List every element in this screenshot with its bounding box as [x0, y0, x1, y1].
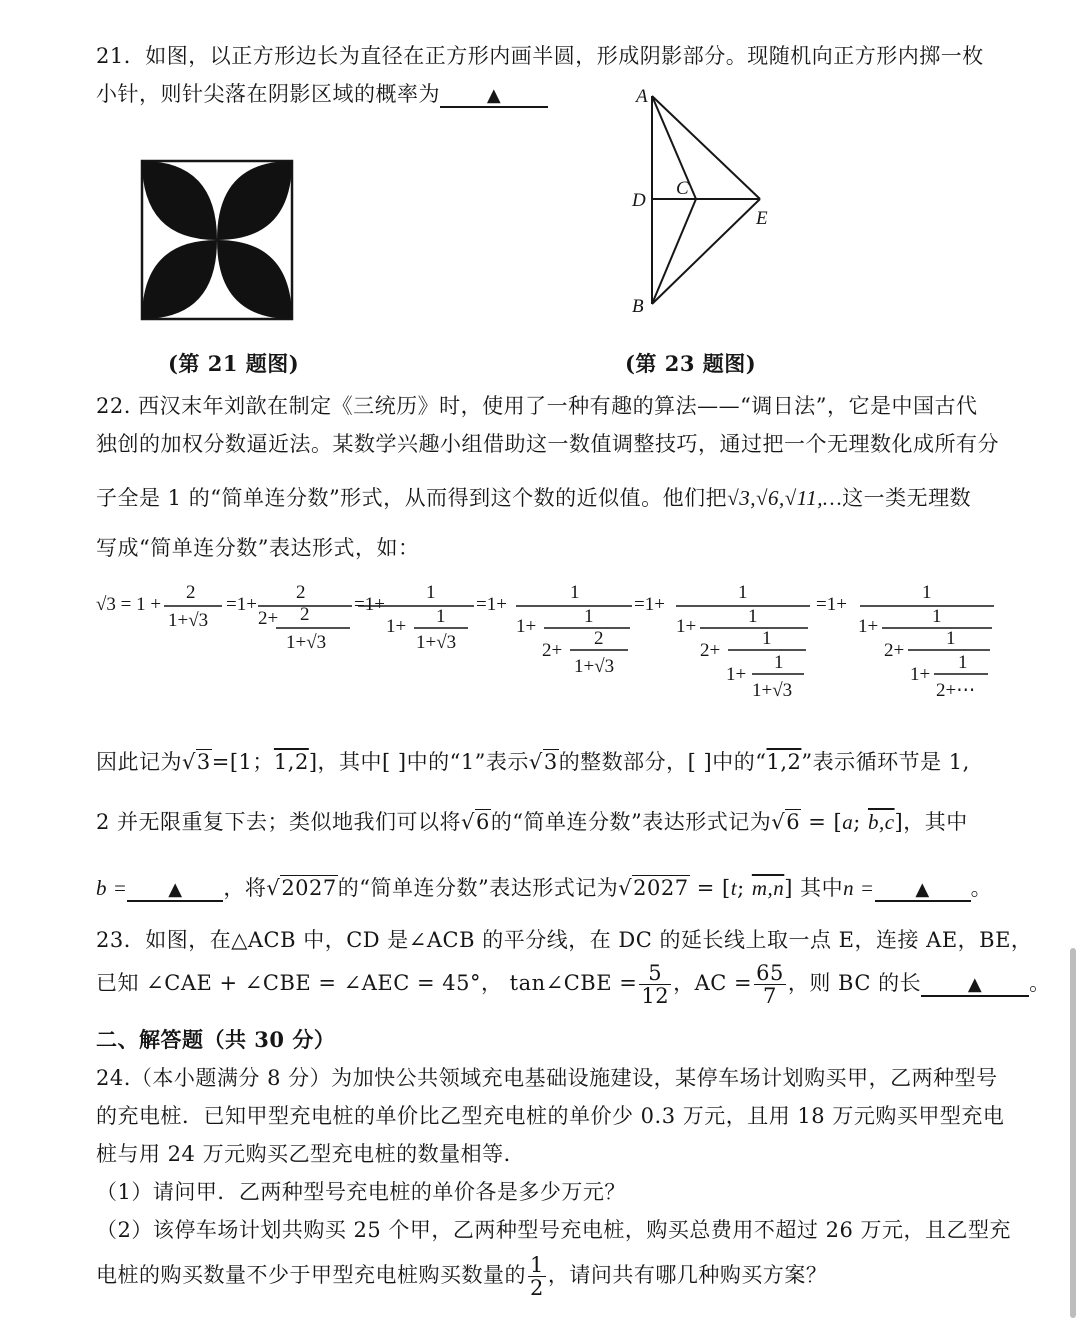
cf-eq3: =1+ [354, 594, 385, 615]
half-fraction [528, 1254, 546, 1299]
tan-numerator: 5 [639, 962, 671, 985]
q22-line-5-b: =[1； [211, 750, 274, 774]
label-B: B [632, 296, 644, 317]
repeat-12-a: 1,2 [273, 750, 309, 774]
q24-line-1: 24.（本小题满分 8 分）为加快公共领域充电基础设施建设，某停车场计划购买甲，乙两种型号 [96, 1066, 998, 1090]
q23-line-2-c: ，则 BC 的长 [787, 971, 922, 996]
ac-denominator: 7 [763, 984, 777, 1009]
cf-1i: 1 [922, 582, 932, 603]
q24-line-6-b: ，请问共有哪几种购买方案？ [547, 1263, 828, 1288]
cf-1p3c: 1+√3 [416, 632, 457, 653]
blank-marker: ▲ [486, 85, 502, 106]
sqrt3-a: 3 [196, 750, 211, 774]
cf-2plus-e: 2+ [700, 640, 721, 661]
q22-line-7-b: ，将 [223, 876, 267, 900]
cf-eq4: =1+ [476, 594, 507, 615]
cf-1j: 1 [932, 606, 942, 627]
q22-line-5-a: 因此记为 [96, 750, 182, 774]
cf-2plus-b: 2+ [258, 608, 279, 629]
q23-line-2-a: 已知 ∠CAE + ∠CBE = ∠AEC = 45°， tan∠CBE = [96, 971, 638, 996]
bracket2027-t: t [730, 876, 738, 900]
q22-line-3-b: 这一类无理数 [842, 486, 972, 510]
cf-1b: 1 [436, 606, 446, 627]
cf-1p3a: 1+√3 [168, 610, 209, 631]
sqrt6-a: 6 [475, 810, 490, 834]
q22-n-blank[interactable] [875, 876, 971, 902]
q22-line-7-a: b = [96, 876, 128, 900]
cf-1plus-g: 1+ [858, 616, 879, 637]
blank-marker: ▲ [915, 879, 930, 900]
q23-line-1: 23．如图，在△ACB 中，CD 是∠ACB 的平分线，在 DC 的延长线上取一点 E，连接 AE，BE， [96, 928, 1033, 952]
cf-eq2: =1+ [226, 594, 257, 615]
roots-list: √3,√6,√11,… [727, 486, 843, 510]
section-2-title: 二、解答题（共 30 分） [96, 1027, 336, 1052]
tan-denominator: 12 [641, 984, 670, 1009]
q22-line-6-b: 的“简单连分数”表达形式记为 [490, 810, 772, 834]
cf-1plus-d: 1+ [516, 616, 537, 637]
q24-line-3: 桩与用 24 万元购买乙型充电桩的数量相等． [96, 1142, 526, 1166]
cf-2a: 2 [186, 582, 196, 603]
continued-fraction-expansion [96, 576, 1016, 706]
q22-b-blank[interactable] [127, 876, 223, 902]
cf-1p3d: 1+√3 [574, 656, 615, 677]
q22-line-7-e: n = [843, 876, 875, 900]
cf-1plus-c: 1+ [386, 616, 407, 637]
cf-eq6: =1+ [816, 594, 847, 615]
label-A: A [636, 86, 648, 107]
cf-1plus-h: 1+ [910, 664, 931, 685]
repeat-12-b: 1,2 [766, 750, 802, 774]
label-C: C [676, 178, 689, 199]
blank-marker: ▲ [967, 974, 983, 996]
continued-fraction-svg [96, 576, 1016, 706]
q23-line-2 [96, 962, 1051, 1007]
q24-line-6 [96, 1254, 827, 1299]
q22-line-1: 22. 西汉末年刘歆在制定《三统历》时，使用了一种有趣的算法——“调日法”，它是中国古代 [96, 394, 978, 418]
bracket6-a: a [842, 810, 854, 834]
q22-line-7-c: 的“简单连分数”表达形式记为 [337, 876, 619, 900]
label-D: D [632, 190, 646, 211]
cf-2c: 2 [300, 604, 310, 625]
q21-line-1: 21．如图，以正方形边长为直径在正方形内画半圆，形成阴影部分。现随机向正方形内掷一枚 [96, 44, 984, 68]
cf-eq5: =1+ [634, 594, 665, 615]
sqrt3-b: 3 [543, 750, 558, 774]
figure-21-caption: (第 21 题图) [168, 351, 300, 376]
cf-1c: 1 [570, 582, 580, 603]
q22-line-3-a: 子全是 1 的“简单连分数”形式，从而得到这个数的近似值。他们把 [96, 486, 728, 510]
cf-lead: √3 = 1 + [96, 594, 162, 615]
q21-answer-blank[interactable] [440, 82, 548, 108]
cf-1a: 1 [426, 582, 436, 603]
cf-1plus-f: 1+ [726, 664, 747, 685]
cf-1h: 1 [774, 652, 784, 673]
cf-1p3e: 1+√3 [752, 680, 793, 701]
half-numerator: 1 [530, 1253, 544, 1277]
q22-line-5-e: ”表示循环节是 1, [801, 750, 970, 774]
cf-1g: 1 [762, 628, 772, 649]
q22-line-6-c: ，其中 [903, 810, 968, 834]
q24-line-4: （1）请问甲．乙两种型号充电桩的单价各是多少万元？ [96, 1180, 626, 1204]
cf-1plus-e: 1+ [676, 616, 697, 637]
ac-numerator: 65 [756, 961, 784, 985]
q22-line-7-f: 。 [970, 876, 993, 900]
q22-line-5: 因此记为√3=[1；1,2]，其中[ ]中的“1”表示√3的整数部分，[ ]中的“1,2”表示循环节是 1, [96, 750, 970, 774]
cf-1e: 1 [738, 582, 748, 603]
q22-line-7-d: 其中 [800, 876, 844, 900]
sqrt2027-a: 2027 [281, 876, 337, 900]
label-E: E [756, 208, 768, 229]
figure-23-caption: (第 23 题图) [625, 351, 757, 376]
cf-2plus-d: 2+ [542, 640, 563, 661]
sqrt2027-b: 2027 [633, 876, 689, 900]
cf-1p3b: 1+√3 [286, 632, 327, 653]
cf-1d: 1 [584, 606, 594, 627]
q22-line-5-d: 的整数部分，[ ]中的“ [558, 750, 767, 774]
sqrt6-b: 6 [786, 810, 801, 834]
figure-23-triangle [620, 82, 790, 322]
ac-fraction [754, 962, 786, 1007]
cf-2d: 2 [594, 628, 604, 649]
figure-21-clover [136, 155, 302, 321]
q24-line-6-a: 电桩的购买数量不少于甲型充电桩购买数量的 [96, 1263, 526, 1288]
q22-line-6: 2 并无限重复下去；类似地我们可以将√6的“简单连分数”表达形式记为√6 = [a; b,c]，其中 [96, 810, 968, 834]
cf-2b: 2 [296, 582, 306, 603]
half-denominator: 2 [530, 1276, 544, 1301]
q22-line-7: b = ▲ ，将√2027的“简单连分数”表达形式记为√2027 = [t; m,n] 其中n = ▲ 。 [96, 876, 993, 900]
q22-line-5-c: ]，其中[ ]中的“1”表示 [308, 750, 529, 774]
cf-1l: 1 [958, 652, 968, 673]
scrollbar[interactable] [1070, 948, 1076, 1318]
cf-2plus-g: 2+ [884, 640, 905, 661]
bracket6-bc: b,c [867, 810, 895, 834]
q23-line-2-b: ，AC = [673, 971, 753, 996]
blank-marker: ▲ [168, 879, 183, 900]
q23-line-2-d: 。 [1029, 971, 1051, 996]
q24-line-2: 的充电桩．已知甲型充电桩的单价比乙型充电桩的单价少 0.3 万元，且用 18 万元购买甲型充电 [96, 1104, 1005, 1128]
cf-1k: 1 [946, 628, 956, 649]
q22-line-4: 写成“简单连分数”表达形式，如： [96, 536, 420, 560]
q22-line-3 [96, 482, 971, 512]
q23-answer-blank[interactable] [921, 971, 1029, 997]
cf-2plus-dots: 2+⋯ [936, 680, 976, 701]
tan-fraction [639, 962, 671, 1007]
q22-line-6-a: 2 并无限重复下去；类似地我们可以将 [96, 810, 462, 834]
bracket2027-mn: m,n [751, 876, 785, 900]
cf-1f: 1 [748, 606, 758, 627]
q24-line-5: （2）该停车场计划共购买 25 个甲，乙两种型号充电桩，购买总费用不超过 26 万元，且乙型充 [96, 1218, 1012, 1242]
q22-line-2: 独创的加权分数逼近法。某数学兴趣小组借助这一数值调整技巧，通过把一个无理数化成所有分 [96, 432, 999, 456]
q21-line-2-text: 小针，则针尖落在阴影区域的概率为 [96, 82, 440, 106]
q21-line-2 [96, 78, 548, 108]
